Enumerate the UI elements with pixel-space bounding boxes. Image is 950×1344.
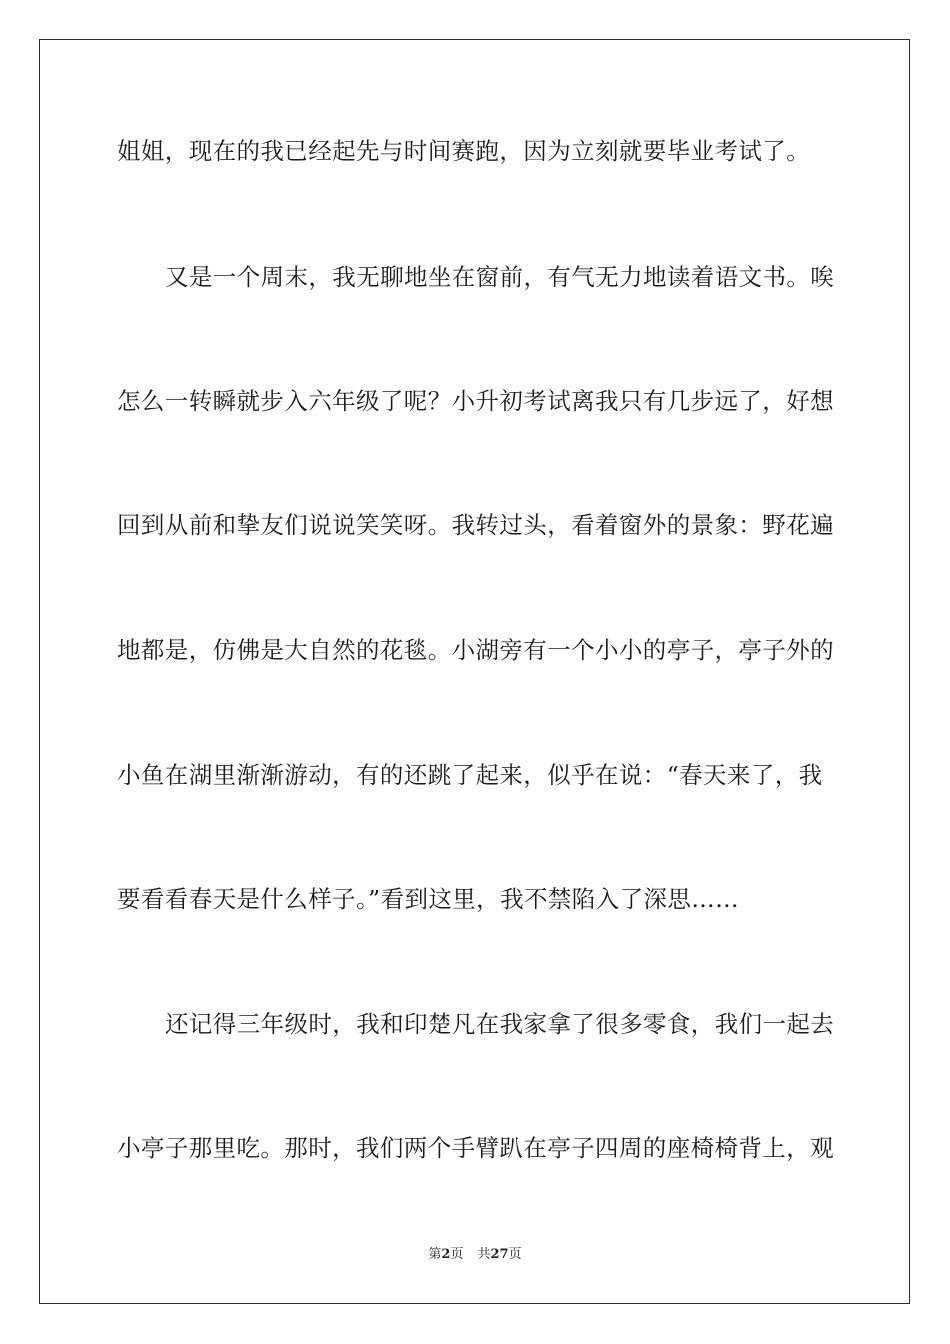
- paragraph-line: 又是一个周末，我无聊地坐在窗前，有气无力地读着语文书。唉: [165, 263, 835, 291]
- page-border: [39, 39, 910, 1304]
- total-pages: 27: [490, 1247, 509, 1262]
- paragraph-line: 小亭子那里吃。那时，我们两个手臂趴在亭子四周的座椅椅背上，观: [117, 1134, 834, 1162]
- paragraph-line: 怎么一转瞬就步入六年级了呢？小升初考试离我只有几步远了，好想: [117, 387, 834, 415]
- paragraph-line: 姐姐，现在的我已经起先与时间赛跑，因为立刻就要毕业考试了。: [117, 137, 811, 165]
- paragraph-line: 要看看春天是什么样子。”看到这里，我不禁陷入了深思……: [117, 885, 740, 913]
- total-suffix: 页: [508, 1247, 522, 1262]
- page-footer: [0, 1246, 950, 1264]
- paragraph-line: 回到从前和挚友们说说笑笑呀。我转过头，看着窗外的景象：野花遍: [117, 511, 834, 539]
- paragraph-line: 地都是，仿佛是大自然的花毯。小湖旁有一个小小的亭子，亭子外的: [117, 636, 834, 664]
- page-number: 2: [441, 1247, 451, 1262]
- paragraph-line: 小鱼在湖里渐渐游动，有的还跳了起来，似乎在说：“春天来了，我: [117, 761, 823, 789]
- paragraph-line: 还记得三年级时，我和印楚凡在我家拿了很多零食，我们一起去: [165, 1010, 835, 1038]
- page-prefix: 第: [428, 1247, 442, 1262]
- page-suffix: 页: [450, 1247, 464, 1262]
- total-prefix: 共: [477, 1247, 491, 1262]
